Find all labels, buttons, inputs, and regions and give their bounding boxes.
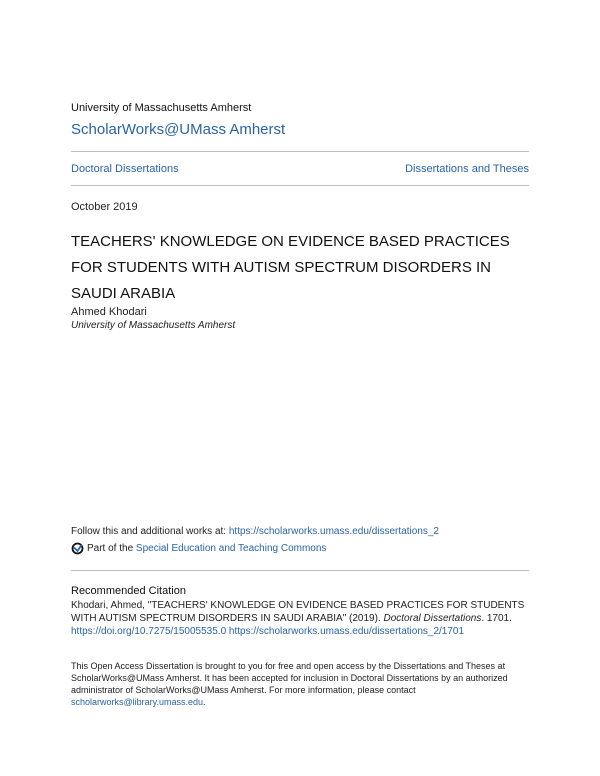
citation-text: Khodari, Ahmed, "TEACHERS' KNOWLEDGE ON EVIDENCE BASED PRACTICES FOR STUDENTS WITH AUTISM SPECTRUM DISORDERS IN SAUDI ARABIA" (2019). <box>71 600 525 624</box>
university-name: University of Massachusetts Amherst <box>71 102 252 114</box>
follow-url-link[interactable]: https://scholarworks.umass.edu/dissertations_2 <box>228 526 439 537</box>
citation-doi-link[interactable]: https://doi.org/10.7275/15005535.0 <box>71 626 227 637</box>
part-of-prefix: Part of the <box>87 543 134 554</box>
series-link[interactable]: Dissertations and Theses <box>405 163 529 175</box>
open-access-text: This Open Access Dissertation is brought to you for free and open access by the Dissertations and Theses at ScholarWorks@UMass Amherst. It has been accepted for inclusion in Doctoral Dissertations by an authorized administrator of ScholarWorks@UMass Amherst. For more information, please contact <box>71 661 508 695</box>
contact-email-link[interactable]: scholarworks@library.umass.edu <box>71 697 204 707</box>
repository-link[interactable]: ScholarWorks@UMass Amherst <box>71 121 286 138</box>
part-of-line <box>71 542 326 555</box>
citation-body <box>71 599 531 638</box>
follow-line <box>71 526 439 537</box>
dissertation-title: TEACHERS' KNOWLEDGE ON EVIDENCE BASED PRACTICES FOR STUDENTS WITH AUTISM SPECTRUM DISORDERS IN SAUDI ARABIA <box>71 233 510 302</box>
author-affiliation: University of Massachusetts Amherst <box>71 320 236 331</box>
open-access-end: . <box>203 697 206 707</box>
citation-heading: Recommended Citation <box>71 585 186 597</box>
divider-nav <box>71 185 529 186</box>
publication-date: October 2019 <box>71 201 138 213</box>
collection-link[interactable]: Doctoral Dissertations <box>71 163 179 175</box>
divider-citation <box>71 570 529 571</box>
citation-number: . 1701. <box>481 613 512 624</box>
divider-top <box>71 151 529 152</box>
citation-journal: Doctoral Dissertations <box>383 613 482 624</box>
open-access-icon <box>71 542 84 555</box>
citation-url-link[interactable]: https://scholarworks.umass.edu/dissertations_2/1701 <box>228 626 465 637</box>
author-name: Ahmed Khodari <box>71 306 147 318</box>
follow-prefix: Follow this and additional works at: <box>71 526 229 537</box>
open-access-statement <box>71 660 531 708</box>
commons-link[interactable]: Special Education and Teaching Commons <box>135 543 327 554</box>
